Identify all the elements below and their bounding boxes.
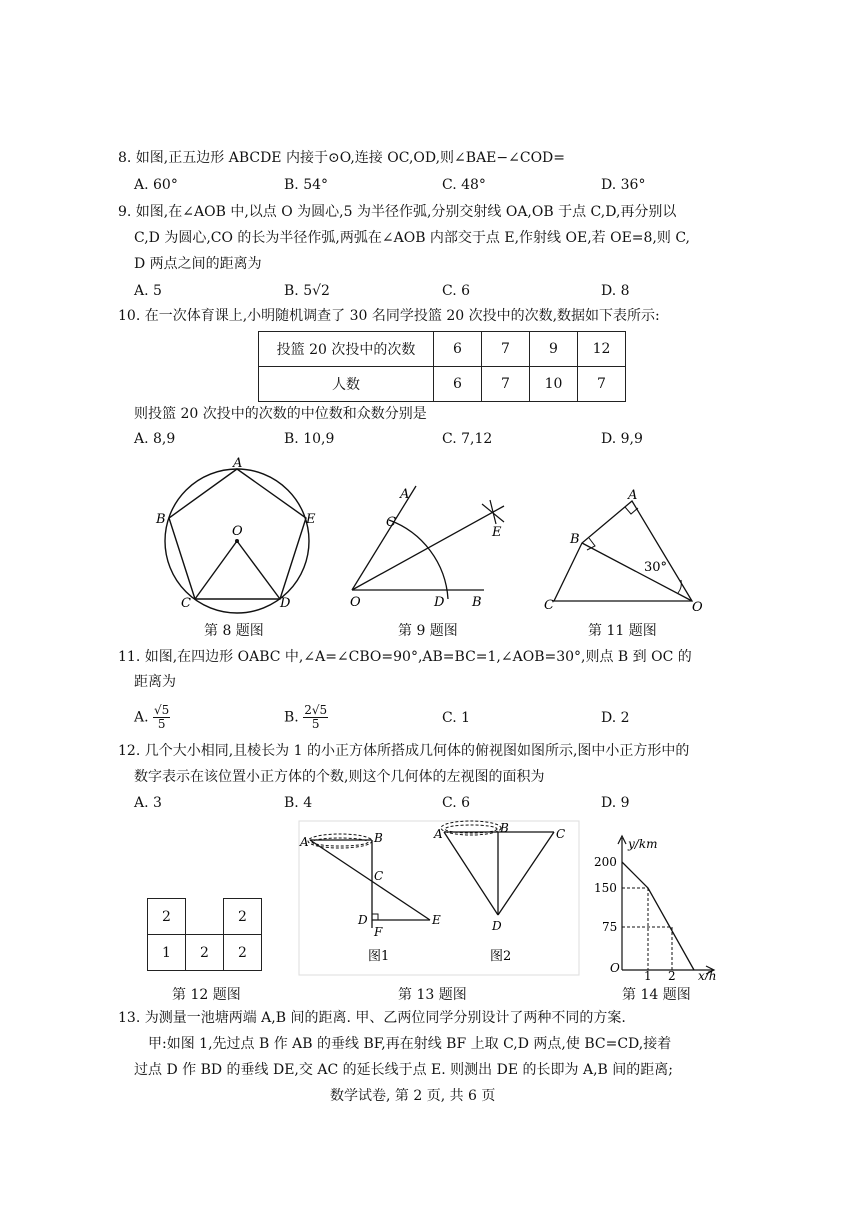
table-cell: 10	[530, 367, 578, 402]
table-cell: 6	[434, 367, 482, 402]
fig11-label-b: B	[570, 532, 580, 547]
q8-option-c: C. 48°	[442, 177, 486, 193]
grid-cell-empty	[186, 899, 224, 935]
q10-stem: 10. 在一次体育课上,小明随机调查了 30 名同学投篮 20 次投中的次数,数据如下表所示:	[118, 308, 660, 324]
fig8-label-o: O	[232, 524, 243, 539]
fraction	[303, 704, 328, 731]
fig13b-label-c: C	[556, 827, 566, 841]
q10-option-a: A. 8,9	[134, 431, 176, 447]
q10-option-d: D. 9,9	[601, 431, 643, 447]
q9-option-a: A. 5	[134, 283, 162, 299]
table-cell: 9	[530, 332, 578, 367]
grid-cell: 2	[148, 899, 186, 935]
q9-option-c: C. 6	[442, 283, 471, 299]
q8-stem: 8. 如图,正五边形 ABCDE 内接于⊙O,连接 OC,OD,则∠BAE−∠COD=	[118, 150, 566, 166]
table-header-cell: 投篮 20 次投中的次数	[259, 332, 434, 367]
grid-cell: 2	[224, 899, 262, 935]
fig14-origin: O	[610, 961, 620, 975]
figure-8-pentagon	[152, 455, 322, 617]
q8-option-b: B. 54°	[284, 177, 329, 193]
fig9-label-o: O	[350, 595, 361, 610]
figure-14-graph	[590, 832, 720, 980]
fig13a-label-a: A	[300, 835, 309, 849]
fig13a-label-f: F	[374, 925, 383, 939]
fig9-label-e: E	[492, 525, 502, 540]
q10-data-table	[258, 331, 626, 402]
q9-stem-line3: D 两点之间的距离为	[134, 256, 262, 272]
q9-option-d: D. 8	[601, 283, 630, 299]
fig11-angle-label: 30°	[644, 560, 668, 575]
page-footer: 数学试卷, 第 2 页, 共 6 页	[330, 1088, 496, 1104]
q10-option-c: C. 7,12	[442, 431, 493, 447]
table-cell: 7	[482, 332, 530, 367]
figure-12-top-view	[147, 898, 262, 971]
fig14-xlabel: x/h	[698, 969, 717, 980]
fraction	[153, 704, 170, 731]
q13-stem-line1: 13. 为测量一池塘两端 A,B 间的距离. 甲、乙两位同学分别设计了两种不同的方案.	[118, 1010, 626, 1026]
fig11-label-o: O	[692, 600, 703, 615]
table-row	[259, 332, 626, 367]
fig8-label-b: B	[156, 512, 166, 527]
figure-11-caption: 第 11 题图	[588, 623, 657, 639]
grid-row	[148, 935, 262, 971]
q11-stem-line2: 距离为	[134, 674, 176, 690]
q12-option-a: A. 3	[134, 795, 162, 811]
fig14-tick-75: 75	[602, 920, 618, 934]
fig14-ylabel: y/km	[628, 837, 658, 851]
q11-option-a	[134, 704, 170, 731]
q11-option-c: C. 1	[442, 710, 471, 726]
figure-8-caption: 第 8 题图	[204, 623, 264, 639]
q8-option-a: A. 60°	[134, 177, 178, 193]
q13-stem-line3: 过点 D 作 BD 的垂线 DE,交 AC 的延长线于点 E. 则测出 DE 的长即为 A,B 间的距离;	[134, 1062, 673, 1078]
table-cell: 7	[482, 367, 530, 402]
fig9-label-a: A	[400, 487, 410, 502]
fig13a-label-b: B	[374, 831, 383, 845]
fig11-label-a: A	[628, 488, 638, 503]
fig13-sub-caption-1: 图1	[368, 949, 390, 964]
fig14-tick-150: 150	[594, 881, 617, 895]
fig9-label-d: D	[434, 595, 445, 610]
fig13-sub-caption-2: 图2	[490, 949, 512, 964]
figure-11-quadrilateral	[540, 485, 708, 615]
q12-option-d: D. 9	[601, 795, 630, 811]
q12-option-b: B. 4	[284, 795, 313, 811]
figure-13-pond	[298, 820, 580, 976]
q11-option-b	[284, 704, 328, 731]
fig13a-label-d: D	[358, 913, 368, 927]
fig13b-label-a: A	[434, 827, 443, 841]
fig13a-label-e: E	[432, 913, 441, 927]
q8-option-d: D. 36°	[601, 177, 646, 193]
q10-option-b: B. 10,9	[284, 431, 335, 447]
table-header-cell: 人数	[259, 367, 434, 402]
fig11-label-c: C	[544, 598, 554, 613]
q12-option-c: C. 6	[442, 795, 471, 811]
fig13b-label-b: B	[500, 821, 509, 835]
table-row	[259, 367, 626, 402]
table-cell: 12	[578, 332, 626, 367]
figure-12-caption: 第 12 题图	[172, 987, 241, 1003]
figure-9-construction	[344, 482, 510, 612]
q10-question: 则投篮 20 次投中的次数的中位数和众数分别是	[134, 406, 427, 422]
fraction-numerator: 2√5	[304, 703, 328, 717]
fig13b-label-d: D	[492, 919, 502, 933]
table-cell: 6	[434, 332, 482, 367]
fig14-tick-x1: 1	[644, 969, 652, 980]
figure-14-caption: 第 14 题图	[622, 987, 691, 1003]
q9-option-b: B. 5√2	[284, 283, 330, 299]
fig14-tick-200: 200	[594, 855, 617, 869]
fig8-label-e: E	[306, 512, 316, 527]
q9-stem-line2: C,D 为圆心,CO 的长为半径作弧,两弧在∠AOB 内部交于点 E,作射线 OE,若 OE=8,则 C,	[134, 230, 690, 246]
q11-option-d: D. 2	[601, 710, 630, 726]
fraction-numerator: √5	[154, 703, 170, 717]
fig8-label-c: C	[181, 596, 191, 611]
q11-stem-line1: 11. 如图,在四边形 OABC 中,∠A=∠CBO=90°,AB=BC=1,∠AOB=30°,则点 B 到 OC 的	[118, 649, 692, 665]
grid-row	[148, 899, 262, 935]
table-cell: 7	[578, 367, 626, 402]
fig8-label-d: D	[280, 596, 291, 611]
figure-9-caption: 第 9 题图	[398, 623, 458, 639]
grid-cell: 2	[186, 935, 224, 971]
figure-13-caption: 第 13 题图	[398, 987, 467, 1003]
option-label: B.	[284, 709, 299, 726]
grid-cell: 2	[224, 935, 262, 971]
q12-stem-line2: 数字表示在该位置小正方体的个数,则这个几何体的左视图的面积为	[134, 769, 545, 785]
option-label: A.	[134, 709, 149, 726]
grid-cell: 1	[148, 935, 186, 971]
fraction-denominator: 5	[311, 717, 320, 731]
fig9-label-b: B	[472, 595, 482, 610]
fig13a-label-c: C	[374, 869, 384, 883]
fraction-denominator: 5	[157, 717, 166, 731]
q9-stem-line1: 9. 如图,在∠AOB 中,以点 O 为圆心,5 为半径作弧,分别交射线 OA,OB 于点 C,D,再分别以	[118, 204, 677, 220]
fig9-label-c: C	[386, 515, 396, 530]
fig8-label-a: A	[233, 456, 243, 471]
fig14-tick-x2: 2	[668, 969, 676, 980]
q12-stem-line1: 12. 几个大小相同,且棱长为 1 的小正方体所搭成几何体的俯视图如图所示,图中小正方形中的	[118, 743, 690, 759]
q13-stem-line2: 甲:如图 1,先过点 B 作 AB 的垂线 BF,再在射线 BF 上取 C,D 两点,使 BC=CD,接着	[148, 1036, 672, 1052]
